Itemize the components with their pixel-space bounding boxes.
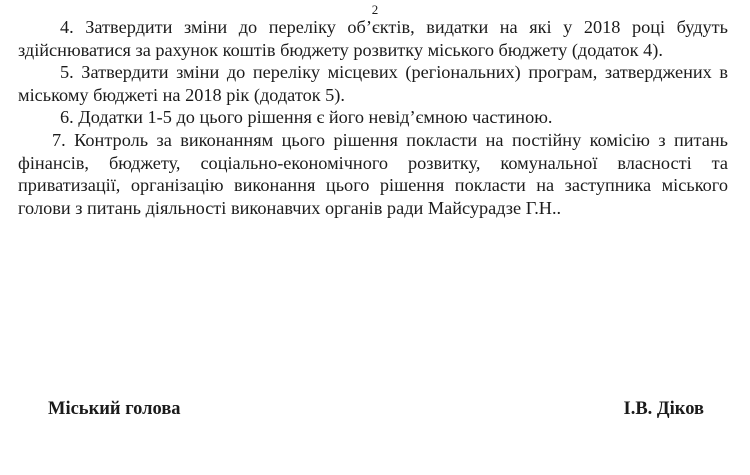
paragraph-item-4: 4. Затвердити зміни до переліку об’єктів, видатки на які у 2018 році будуть здійснюватися за рахунок коштів бюджету розвитку міського бюджету (додаток 4). (18, 17, 728, 60)
signatory-title: Міський голова (48, 399, 181, 419)
paragraph-item-6: 6. Додатки 1-5 до цього рішення є його невід’ємною частиною. (60, 107, 553, 128)
page-number: 2 (371, 2, 379, 17)
document-body (18, 16, 728, 219)
paragraph-item-7: 7. Контроль за виконанням цього рішення покласти на постійну комісію з питань фінансів, бюджету, соціально-економічного розвитку, комунальної власності та приватизації, організацію виконання цього рішення покласти на заступника міського голови з питань діяльності виконавчих органів ради Майсурадзе Г.Н.. (18, 129, 728, 218)
paragraph-item-5: 5. Затвердити зміни до переліку місцевих (регіональних) програм, затверджених в міському бюджеті на 2018 рік (додаток 5). (18, 62, 728, 105)
signatory-name: І.В. Діков (623, 399, 704, 419)
signature-block (48, 397, 704, 421)
